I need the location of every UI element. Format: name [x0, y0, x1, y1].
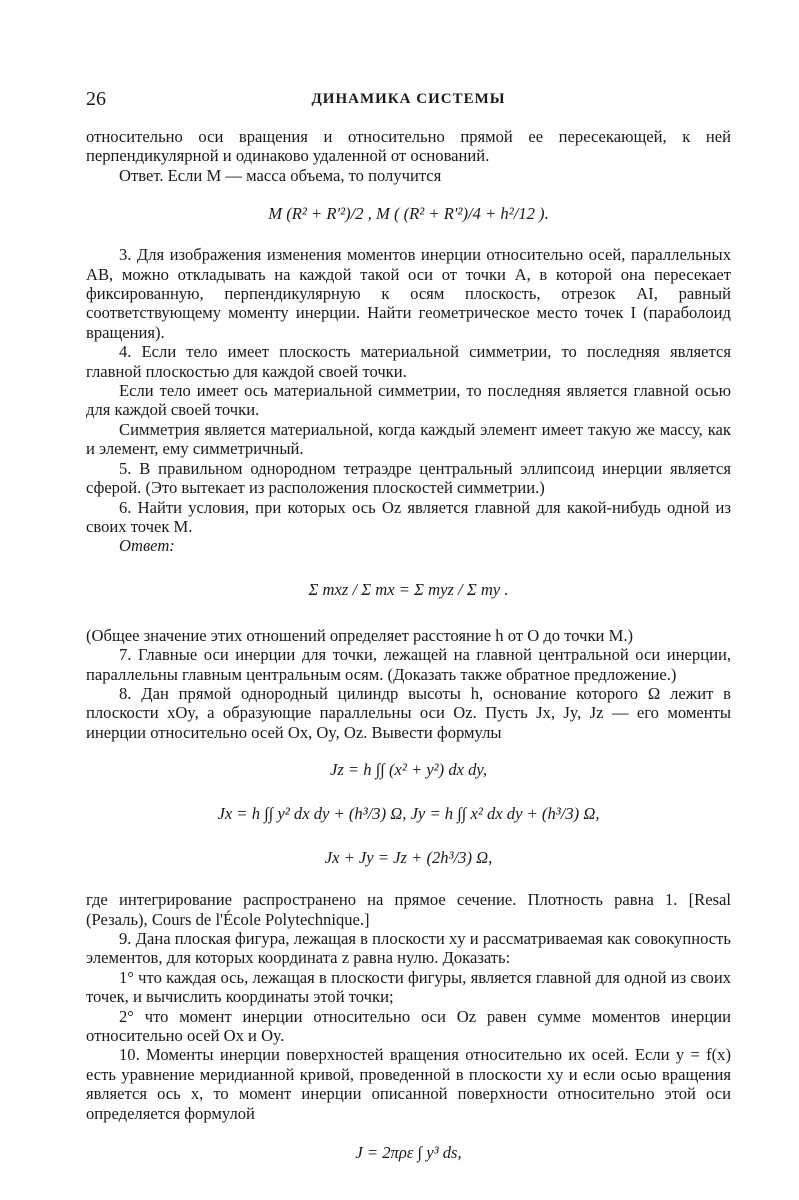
paragraph: Симметрия является материальной, когда каждый элемент имеет такую же массу, как и элемент, ему симметричный.	[86, 419, 731, 459]
paragraph: Если тело имеет ось материальной симметрии, то последняя является главной осью для каждой своей точки.	[86, 381, 731, 420]
formula-surface-inertia: J = 2πρε ∫ y³ ds,	[355, 1143, 462, 1163]
problem-5: 5. В правильном однородном тетраэдре центральный эллипсоид инерции является сферой. (Это вытекает из расположения плоскостей симметрии.)	[86, 458, 731, 498]
problem-7: 7. Главные оси инерции для точки, лежащей на главной центральной оси инерции, параллельны главным центральным осям. (Доказать также обратное предложение.)	[86, 645, 731, 684]
page-number: 26	[86, 88, 106, 110]
problem-10: 10. Моменты инерции поверхностей вращения относительно их осей. Если y = f(x) есть уравнение меридиaнной кривой, проведенной в плоскости xy и если осью вращения является ось x, то момент инерции описанной поверхности относительно этой оси определяется формулой	[86, 1045, 731, 1123]
answer-paragraph: Ответ. Если M — масса объема, то получится	[119, 165, 442, 185]
formula-jx-jy: Jx = h ∫∫ y² dx dy + (h³/3) Ω, Jy = h ∫∫ x² dx dy + (h³/3) Ω,	[217, 804, 600, 824]
running-head: ДИНАМИКА СИСТЕМЫ	[311, 91, 506, 107]
item-1: 1° что каждая ось, лежащая в плоскости фигуры, является главной для одной из своих точек, и вычислить координаты этой точки;	[86, 967, 731, 1007]
formula-inertia-cylinder: M (R² + R′²)/2 , M ( (R² + R′²)/4 + h²/12 ).	[268, 204, 549, 224]
formula-block-cylinder	[86, 748, 731, 888]
problem-8: 8. Дан прямой однородный цилиндр высоты h, основание которого Ω лежит в плоскости xOy, а образующие параллельны оси Oz. Пусть Jx, Jy, Jz — его моменты инерции относительно осей Ox, Oy, Oz. Вывести формулы	[86, 683, 731, 742]
paragraph: где интегрирование распространено на прямое сечение. Плотность равна 1. [Resal (Резаль), Cours de l'École Polytechnique.]	[86, 890, 731, 929]
page-header	[86, 88, 731, 112]
problem-3: 3. Для изображения изменения моментов инерции относительно осей, параллельных AB, можно откладывать на каждой такой оси от точки A, в которой она пересекает фиксированную, перпендикулярную к осям плоскость, отрезок AI, равный соответствующему моменту инерции. Найти геометрическое место точек I (параболоид вращения).	[86, 245, 731, 342]
paragraph: (Общее значение этих отношений определяет расстояние h от O до точки M.)	[86, 625, 633, 645]
formula-jz: Jz = h ∫∫ (x² + y²) dx dy,	[329, 760, 488, 780]
page-body	[86, 127, 731, 1175]
formula-jx-plus-jy: Jx + Jy = Jz + (2h³/3) Ω,	[324, 848, 493, 868]
answer-label: Ответ:	[119, 536, 175, 556]
problem-6: 6. Найти условия, при которых ось Oz является главной для какой-нибудь одной из своих точек M.	[86, 497, 731, 536]
item-2: 2° что момент инерции относительно оси Oz равен сумме моментов инерции относительно осей Ox и Oy.	[86, 1006, 731, 1045]
problem-4: 4. Если тело имеет плоскость материальной симметрии, то последняя является главной плоскостью для каждой своей точки.	[86, 342, 731, 381]
problem-9: 9. Дана плоская фигура, лежащая в плоскости xy и рассматриваемая как совокупность элементов, для которых координата z равна нулю. Доказать:	[86, 928, 731, 968]
formula-sum-ratio: Σ mxz / Σ mx = Σ myz / Σ my .	[308, 579, 509, 599]
paragraph: относительно оси вращения и относительно прямой ее пересекающей, к ней перпендикулярной и одинаково удаленной от оснований.	[86, 127, 731, 166]
